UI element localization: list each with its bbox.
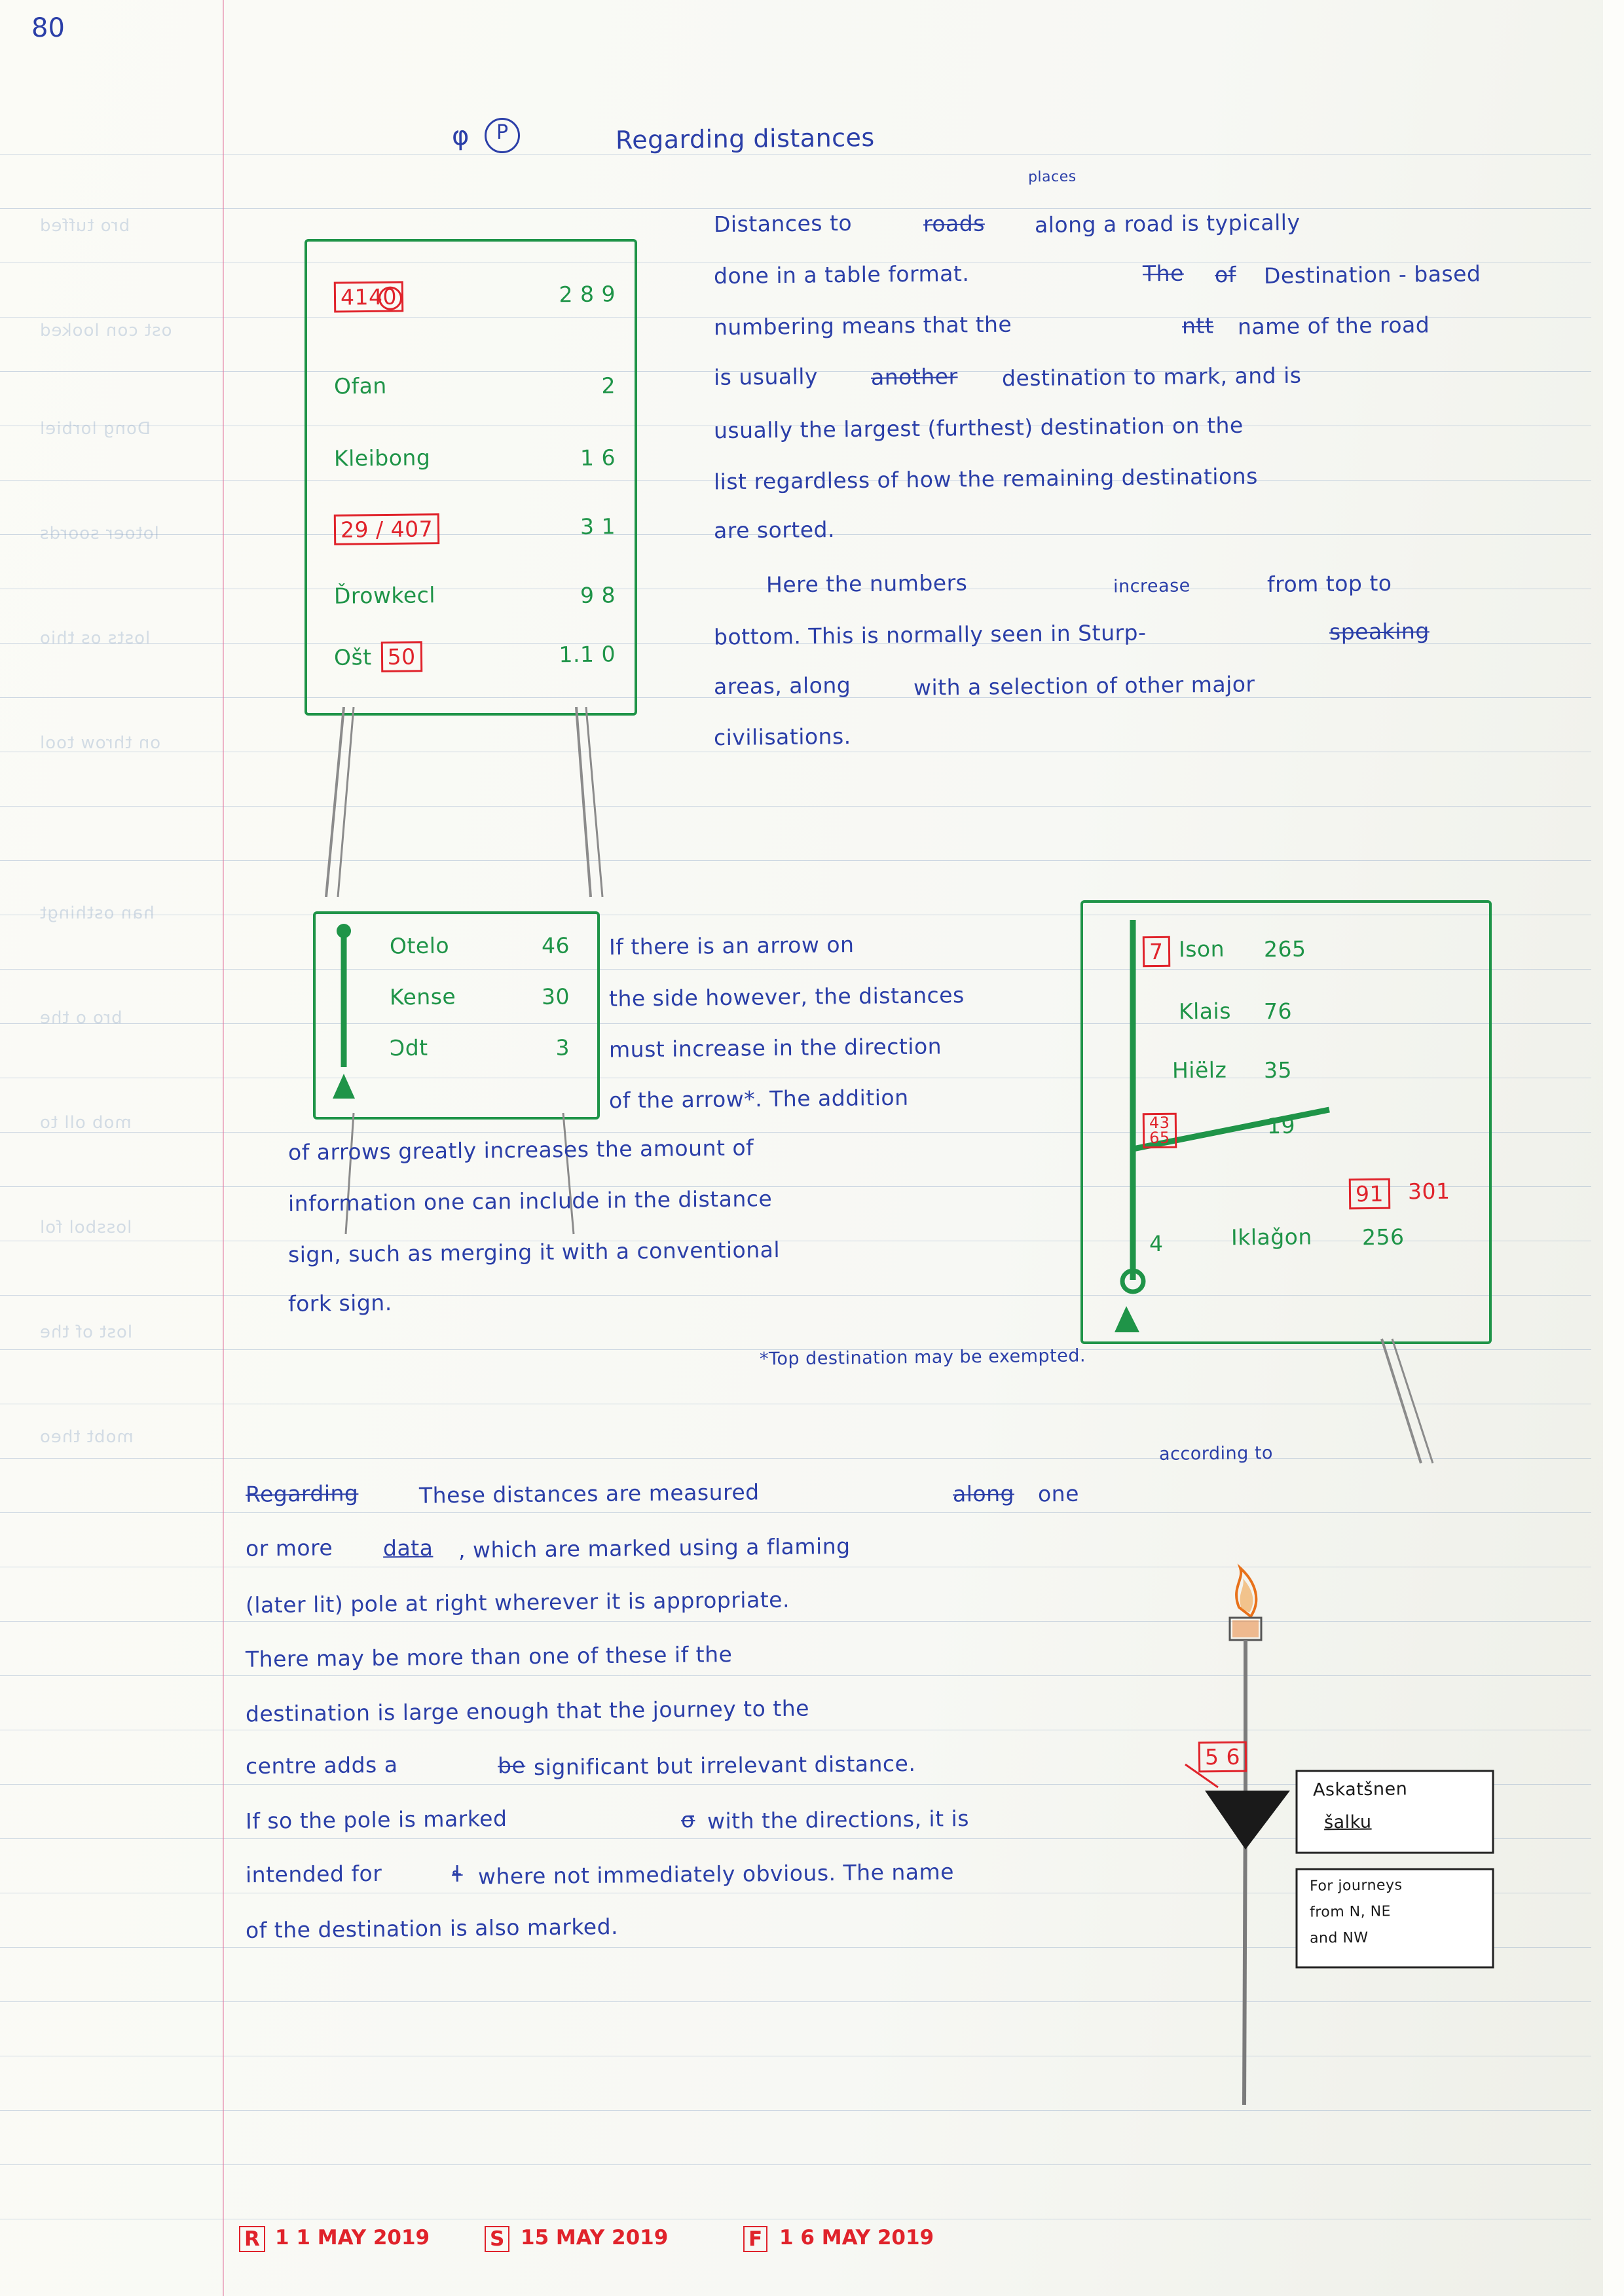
ghost-text: lost of the	[39, 1322, 133, 1342]
sign-1-posts	[314, 707, 629, 903]
stamp-date: 15 MAY 2019	[521, 2226, 669, 2250]
sign-2-row-distance: 30	[541, 983, 570, 1010]
insert-places: places	[1027, 168, 1077, 186]
sign-3-arrow-number: 4	[1149, 1230, 1164, 1257]
body2-line-5: of arrows greatly increases the amount of	[287, 1135, 754, 1165]
ghost-text: on throw tool	[39, 733, 161, 753]
sign-3-row-label: Ison	[1178, 936, 1225, 962]
body3-line-1: These distances are measured	[418, 1479, 760, 1508]
body-strike-of: of	[1214, 261, 1237, 288]
body2-line-7: sign, such as merging it with a conventional	[287, 1237, 781, 1267]
body2-line-6: information one can include in the distance	[287, 1186, 773, 1216]
sign-3-route-badge: 43 65	[1143, 1113, 1177, 1148]
sign-3-row-distance: 76	[1263, 998, 1293, 1025]
pole-sign-line-1: Askatšnen	[1312, 1779, 1408, 1800]
sign-1-row-label	[334, 281, 402, 312]
pole-badge	[1198, 1741, 1247, 1773]
body-line-3b: name of the road	[1237, 312, 1430, 340]
stamp-letter: F	[743, 2226, 767, 2252]
body-line-10: areas, along	[713, 672, 851, 700]
stamp-date: 1 1 MAY 2019	[275, 2226, 430, 2250]
body-line-2b: Destination - based	[1263, 261, 1481, 289]
sign-2-row-label: Ɔdt	[389, 1034, 428, 1061]
sign-3-route-badge: 7	[1143, 936, 1170, 967]
stamp-letter: R	[239, 2226, 265, 2252]
rule-line	[0, 1458, 1591, 1459]
body-line-3: numbering means that the	[713, 311, 1012, 340]
body2-line-3: must increase in the direction	[608, 1033, 942, 1063]
ghost-text: bro tuffed	[39, 216, 130, 236]
sign-1-row-distance: 2	[601, 373, 616, 399]
sign-3-row-distance: 265	[1263, 936, 1306, 962]
body-line-1b: along a road is typically	[1034, 209, 1301, 238]
stamp-letter: S	[485, 2226, 509, 2252]
sign-3-row-distance: 35	[1263, 1057, 1293, 1084]
sign-1-row-distance: 1 6	[580, 445, 616, 471]
body3-strike-be: be	[497, 1752, 526, 1779]
body-line-2: done in a table format.	[713, 260, 970, 289]
body3-line-2b: , which are marked using a flaming	[458, 1533, 851, 1563]
rule-line	[0, 154, 1591, 155]
rule-line	[0, 2164, 1591, 2165]
pole-note-line-3: and NW	[1309, 1929, 1369, 1947]
body2-line-4: of the arrow*. The addition	[608, 1084, 909, 1114]
body-line-7: are sorted.	[713, 517, 836, 543]
ghost-text: mob oll to	[39, 1113, 132, 1133]
sign-3-row-label: Klais	[1178, 998, 1232, 1025]
ghost-text: ost con looked	[39, 321, 172, 340]
footnote-text: *Top destination may be exempted.	[759, 1345, 1086, 1370]
sign-1-row-distance: 2 8 9	[559, 281, 616, 308]
body-strike-ntt: ntt	[1181, 312, 1214, 339]
sign-3-route-badge: 91	[1349, 1178, 1390, 1210]
sign-3-badge-wrap	[1143, 1113, 1177, 1148]
insert-increase: increase	[1113, 575, 1190, 597]
ghost-text: Dong lorbiel	[39, 419, 151, 439]
body-line-8: Here the numbers	[766, 570, 968, 598]
body-line-11: civilisations.	[713, 723, 851, 751]
body-line-5: usually the largest (furthest) destination on the	[713, 412, 1244, 444]
body3-line-7b: with the directions, it is	[707, 1805, 970, 1834]
sign-1-route-badge: 4140	[334, 281, 403, 312]
body3-line-2a: or more	[245, 1535, 333, 1561]
sign-2-row-distance: 46	[541, 932, 570, 958]
sign-1-row-distance: 9 8	[580, 582, 616, 608]
sign-1-row-distance: 1.1 0	[559, 641, 616, 668]
body3-line-6b: significant but irrelevant distance.	[533, 1750, 916, 1781]
ghost-text: han osthingt	[39, 903, 155, 923]
sign-3-badge-wrap	[1349, 1178, 1390, 1210]
page-title: Regarding distances	[615, 122, 875, 155]
body2-line-1: If there is an arrow on	[608, 932, 855, 960]
sign-3-row-distance: 19	[1266, 1112, 1296, 1139]
body2-line-8: fork sign.	[287, 1290, 392, 1317]
sign-3-post	[1362, 1339, 1532, 1470]
sign-3-row-label: Hiëlz	[1172, 1057, 1227, 1084]
body-strike-another: another	[870, 363, 958, 390]
body-strike-speaking: speaking	[1329, 618, 1430, 645]
margin-line	[223, 0, 224, 2296]
body-strike-the: The	[1142, 260, 1185, 287]
pole-note-line-2: from N, NE	[1309, 1903, 1392, 1921]
body3-line-6a: centre adds a	[245, 1751, 398, 1779]
sign-1-row-label: Ošt 50	[334, 641, 422, 672]
body3-strike-regarding: Regarding	[245, 1480, 359, 1507]
rule-line	[0, 806, 1591, 807]
ghost-text: losts os thio	[39, 629, 151, 648]
body-strike-roads: roads	[923, 210, 986, 237]
body2-line-2: the side however, the distances	[608, 982, 965, 1011]
sign-2-row-label: Otelo	[389, 932, 450, 959]
body3-line-8b: where not immediately obvious. The name	[477, 1859, 955, 1889]
body3-line-8a: intended for	[245, 1860, 382, 1888]
body3-line-9: of the destination is also marked.	[245, 1914, 619, 1943]
sign-3-row-distance: 256	[1361, 1224, 1405, 1250]
sign-2-posts	[341, 1113, 602, 1237]
rule-line	[0, 1512, 1591, 1513]
body-line-4b: destination to mark, and is	[1001, 362, 1302, 392]
body3-underline-data: data	[382, 1535, 434, 1561]
page-number: 80	[31, 13, 65, 43]
ghost-text: lossbol fol	[39, 1218, 132, 1237]
body3-line-1b: one	[1037, 1480, 1080, 1507]
body-line-6: list regardless of how the remaining destinations	[713, 463, 1258, 495]
body-line-10b: with a selection of other major	[913, 671, 1255, 701]
rule-line	[0, 208, 1591, 209]
ghost-text: bro o the	[39, 1008, 122, 1028]
sign-3-row-distance: 301	[1407, 1178, 1450, 1205]
heading-mark-phi: φ	[451, 120, 470, 152]
sign-1-row-label	[334, 513, 440, 545]
body3-strike-letter3: ɬ	[451, 1861, 463, 1887]
heading-mark-p-circle: P	[485, 118, 520, 153]
rule-line	[0, 860, 1591, 861]
sign-1-route-badge: 29 / 407	[334, 513, 440, 545]
sign-1-suffix-badge: 50	[380, 641, 422, 672]
body3-strike-sigma: σ	[680, 1806, 695, 1833]
body-line-8b: from top to	[1266, 570, 1392, 597]
sign-3-row-label: Iklaǧon	[1230, 1224, 1312, 1250]
ghost-text: lotoer soords	[39, 524, 159, 543]
sign-2-row-distance: 3	[555, 1034, 570, 1061]
body3-line-5: destination is large enough that the journey to the	[245, 1695, 810, 1727]
pole-badge-number: 5 6	[1198, 1741, 1247, 1773]
sign-3-badge-wrap	[1143, 936, 1170, 967]
body3-line-3: (later lit) pole at right wherever it is appropriate.	[245, 1586, 790, 1618]
body-line-1a: Distances to	[713, 210, 853, 238]
body3-strike-along: along	[952, 1480, 1015, 1507]
sign-1-row-label: Kleibong	[333, 445, 431, 471]
flaming-pole-diagram	[1198, 1568, 1473, 2111]
sign-2-arrow	[327, 923, 386, 1113]
body-line-9: bottom. This is normally seen in Sturp-	[713, 619, 1147, 650]
sign-2-row-label: Kense	[389, 983, 456, 1010]
ghost-text: mobt theo	[39, 1427, 134, 1447]
insert-according-to: according to	[1158, 1443, 1274, 1465]
stamp-date: 1 6 MAY 2019	[779, 2226, 934, 2250]
pole-sign-line-2: šalku	[1323, 1812, 1372, 1833]
pole-note-line-1: For journeys	[1309, 1877, 1403, 1895]
sign-1-row-distance: 3 1	[580, 513, 616, 539]
sign-1-row-label: Ofan	[333, 373, 387, 399]
body3-line-4: There may be more than one of these if the	[245, 1641, 733, 1672]
sign-1-row-label: Ďrowkecl	[333, 582, 436, 609]
sign-1-route-circle	[378, 286, 402, 310]
body3-line-7a: If so the pole is marked	[245, 1805, 507, 1834]
body-line-4: is usually	[713, 363, 819, 390]
